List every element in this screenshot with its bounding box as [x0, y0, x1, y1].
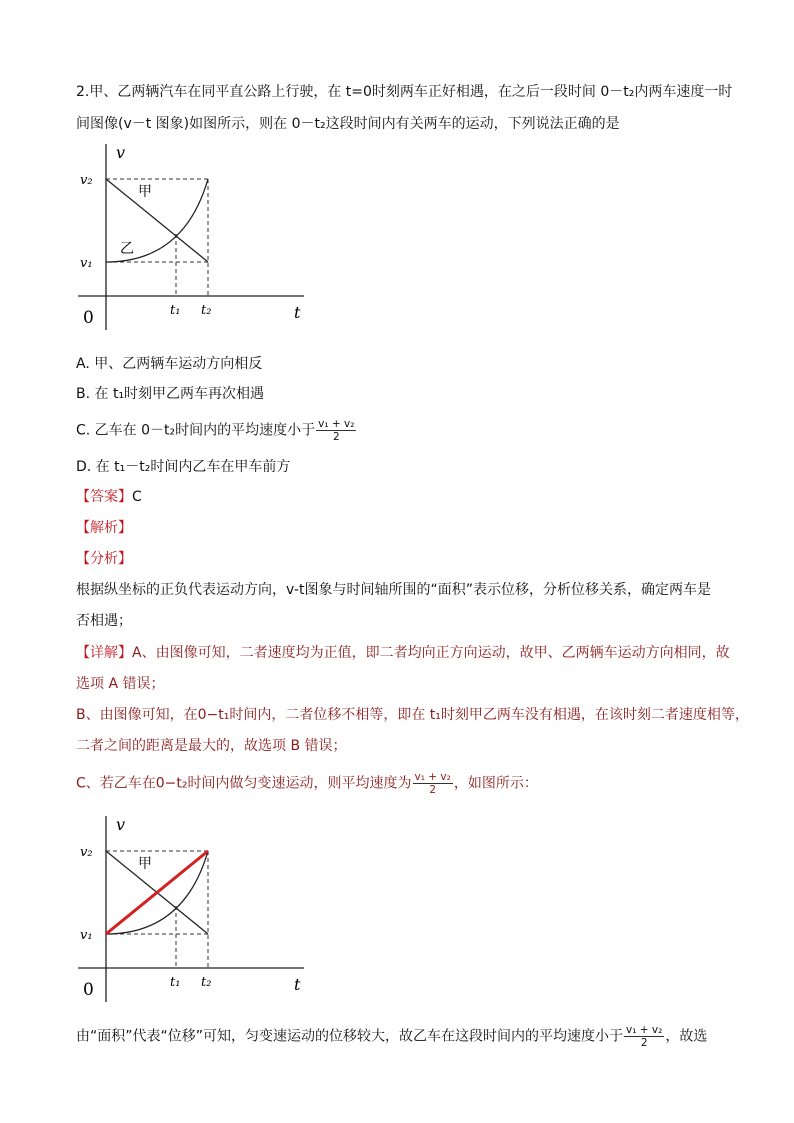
fenxi-tag: 【分析】 — [76, 551, 132, 567]
option-c — [76, 418, 357, 443]
vt-graph-1 — [76, 140, 316, 335]
option-d: D. 在 t₁－t₂时间内乙车在甲车前方 — [76, 459, 291, 475]
t2-label: t₂ — [201, 303, 212, 318]
v2-label: v₂ — [80, 845, 93, 860]
v2-label: v₂ — [80, 173, 93, 188]
answer-tag: 【答案】 — [76, 489, 132, 505]
car-a-label: 甲 — [138, 184, 152, 200]
detail-a-line-1: 【详解】A、由图像可知，二者速度均为正值，即二者均向正方向运动，故甲、乙两辆车运动方向相同，故 — [76, 645, 730, 661]
fraction-v1v2-half: $\frac{\text{v₁ + v₂}}{2}$ — [318, 418, 355, 443]
option-c-text: C. 乙车在 0－t₂时间内的平均速度小于 — [76, 422, 316, 439]
analysis-tag: 【解析】 — [76, 520, 132, 536]
question-line-2: 间图像(v－t 图象)如图所示，则在 0－t₂这段时间内有关两车的运动，下列说法正确的是 — [76, 116, 620, 132]
origin-label: 0 — [83, 980, 94, 1000]
t-axis-label: t — [294, 975, 301, 994]
t2-label: t₂ — [201, 975, 212, 990]
detail-tag: 【详解】 — [76, 645, 132, 661]
detail-b-line-2: 二者之间的距离是最大的，故选项 B 错误； — [76, 738, 347, 754]
answer-line — [76, 487, 142, 507]
v1-label: v₁ — [80, 928, 93, 943]
origin-label: 0 — [83, 308, 94, 328]
v1-label: v₁ — [80, 256, 93, 271]
car-a-label: 甲 — [138, 856, 152, 872]
car-b-label: 乙 — [120, 241, 134, 257]
vt-graph-2 — [76, 812, 316, 1007]
fenxi-line-1: 根据纵坐标的正负代表运动方向，v-t图象与时间轴所围的“面积”表示位移，分析位移关系，确定两车是 — [76, 582, 711, 598]
fraction-v1v2-half: $\frac{\text{v₁ + v₂}}{2}$ — [414, 771, 451, 796]
conclusion-line: 由“面积”代表“位移”可知，匀变速运动的位移较大，故乙车在这段时间内的平均速度小于 $\frac{\text{v₁ + v₂}}{2}$ ，故选 — [76, 1024, 708, 1049]
fenxi-line-2: 否相遇； — [76, 613, 132, 629]
t1-label: t₁ — [170, 975, 181, 990]
option-b: B. 在 t₁时刻甲乙两车再次相遇 — [76, 386, 265, 402]
t1-label: t₁ — [170, 303, 181, 318]
detail-b-line-1: B、由图像可知，在0−t₁时间内，二者位移不相等，即在 t₁时刻甲乙两车没有相遇，在该时刻二者速度相等， — [76, 707, 749, 723]
v-axis-label: v — [116, 815, 126, 834]
v-axis-label: v — [116, 143, 126, 162]
option-a: A. 甲、乙两辆车运动方向相反 — [76, 356, 263, 372]
t-axis-label: t — [294, 303, 301, 322]
answer-value: C — [132, 489, 142, 505]
detail-a-line-2: 选项 A 错误； — [76, 676, 165, 692]
question-line-1: 2.甲、乙两辆汽车在同平直公路上行驶，在 t=0时刻两车正好相遇，在之后一段时间 0－t₂内两车速度一时 — [76, 84, 733, 100]
fraction-v1v2-half: $\frac{\text{v₁ + v₂}}{2}$ — [626, 1024, 663, 1049]
detail-c-line: C、若乙车在0−t₂时间内做匀变速运动，则平均速度为 $\frac{\text{v₁ + v₂}}{2}$ ，如图所示： — [76, 771, 538, 796]
